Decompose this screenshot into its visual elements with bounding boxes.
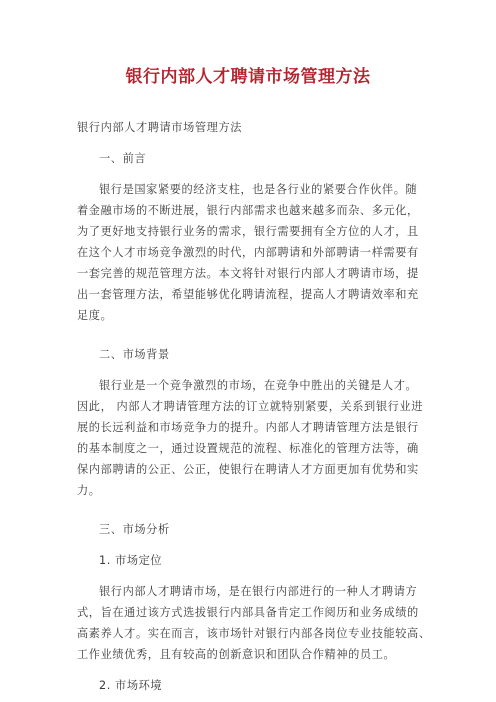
preface-line-7: 足度。 xyxy=(77,309,113,322)
section-heading-background: 二、市场背景 xyxy=(99,348,170,361)
positioning-line-1: 银行内部人才聘请市场，是在银行内部进行的一种人才聘请方 xyxy=(99,585,418,598)
background-line-1: 银行业是一个竞争激烈的市场，在竞争中胜出的关键是人才。 xyxy=(99,379,418,392)
positioning-line-4: 工作业绩优秀，且有较高的创新意识和团队合作精神的员工。 xyxy=(77,648,396,661)
background-line-2: 因此， 内部人才聘请管理方法的订立就特别紧要，关系到银行业进 xyxy=(77,400,423,413)
background-line-3: 展的长远利益和市场竞争力的提升。内部人才聘请管理方法是银行 xyxy=(77,421,419,434)
preface-line-6: 出一套管理方法，希望能够优化聘请流程，提高人才聘请效率和充 xyxy=(77,288,419,301)
preface-line-5: 一套完善的规范管理方法。本文将针对银行内部人才聘请市场，提 xyxy=(77,267,419,280)
preface-line-1: 银行是国家紧要的经济支柱，也是各行业的紧要合作伙伴。随 xyxy=(99,183,418,196)
section-heading-analysis: 三、市场分析 xyxy=(99,523,170,536)
document-title: 银行内部人才聘请市场管理方法 xyxy=(125,67,371,87)
background-line-6: 力。 xyxy=(77,484,101,497)
positioning-line-3: 高素养人才。实在而言，该市场针对银行内部各岗位专业技能较高、 xyxy=(77,627,431,640)
background-line-5: 保内部聘请的公正、公正，使银行在聘请人才方面更加有优势和实 xyxy=(77,463,419,476)
preface-line-4: 在这个人才市场竞争激烈的时代，内部聘请和外部聘请一样需要有 xyxy=(77,246,419,259)
subsection-heading-positioning: 1. 市场定位 xyxy=(99,554,163,567)
section-heading-preface: 一、前言 xyxy=(99,152,147,165)
positioning-line-2: 式，旨在通过该方式选拔银行内部具备肯定工作阅历和业务成绩的 xyxy=(77,606,419,619)
document-subtitle: 银行内部人才聘请市场管理方法 xyxy=(77,121,243,134)
background-line-4: 的基本制度之一，通过设置规范的流程、标准化的管理方法等，确 xyxy=(77,442,419,455)
preface-line-3: 为了更好地支持银行业务的需求，银行需要拥有全方位的人才，且 xyxy=(77,225,419,238)
subsection-heading-environment: 2. 市场环境 xyxy=(99,679,163,692)
preface-line-2: 着金融市场的不断进展，银行内部需求也越来越多而杂、多元化， xyxy=(77,204,419,217)
